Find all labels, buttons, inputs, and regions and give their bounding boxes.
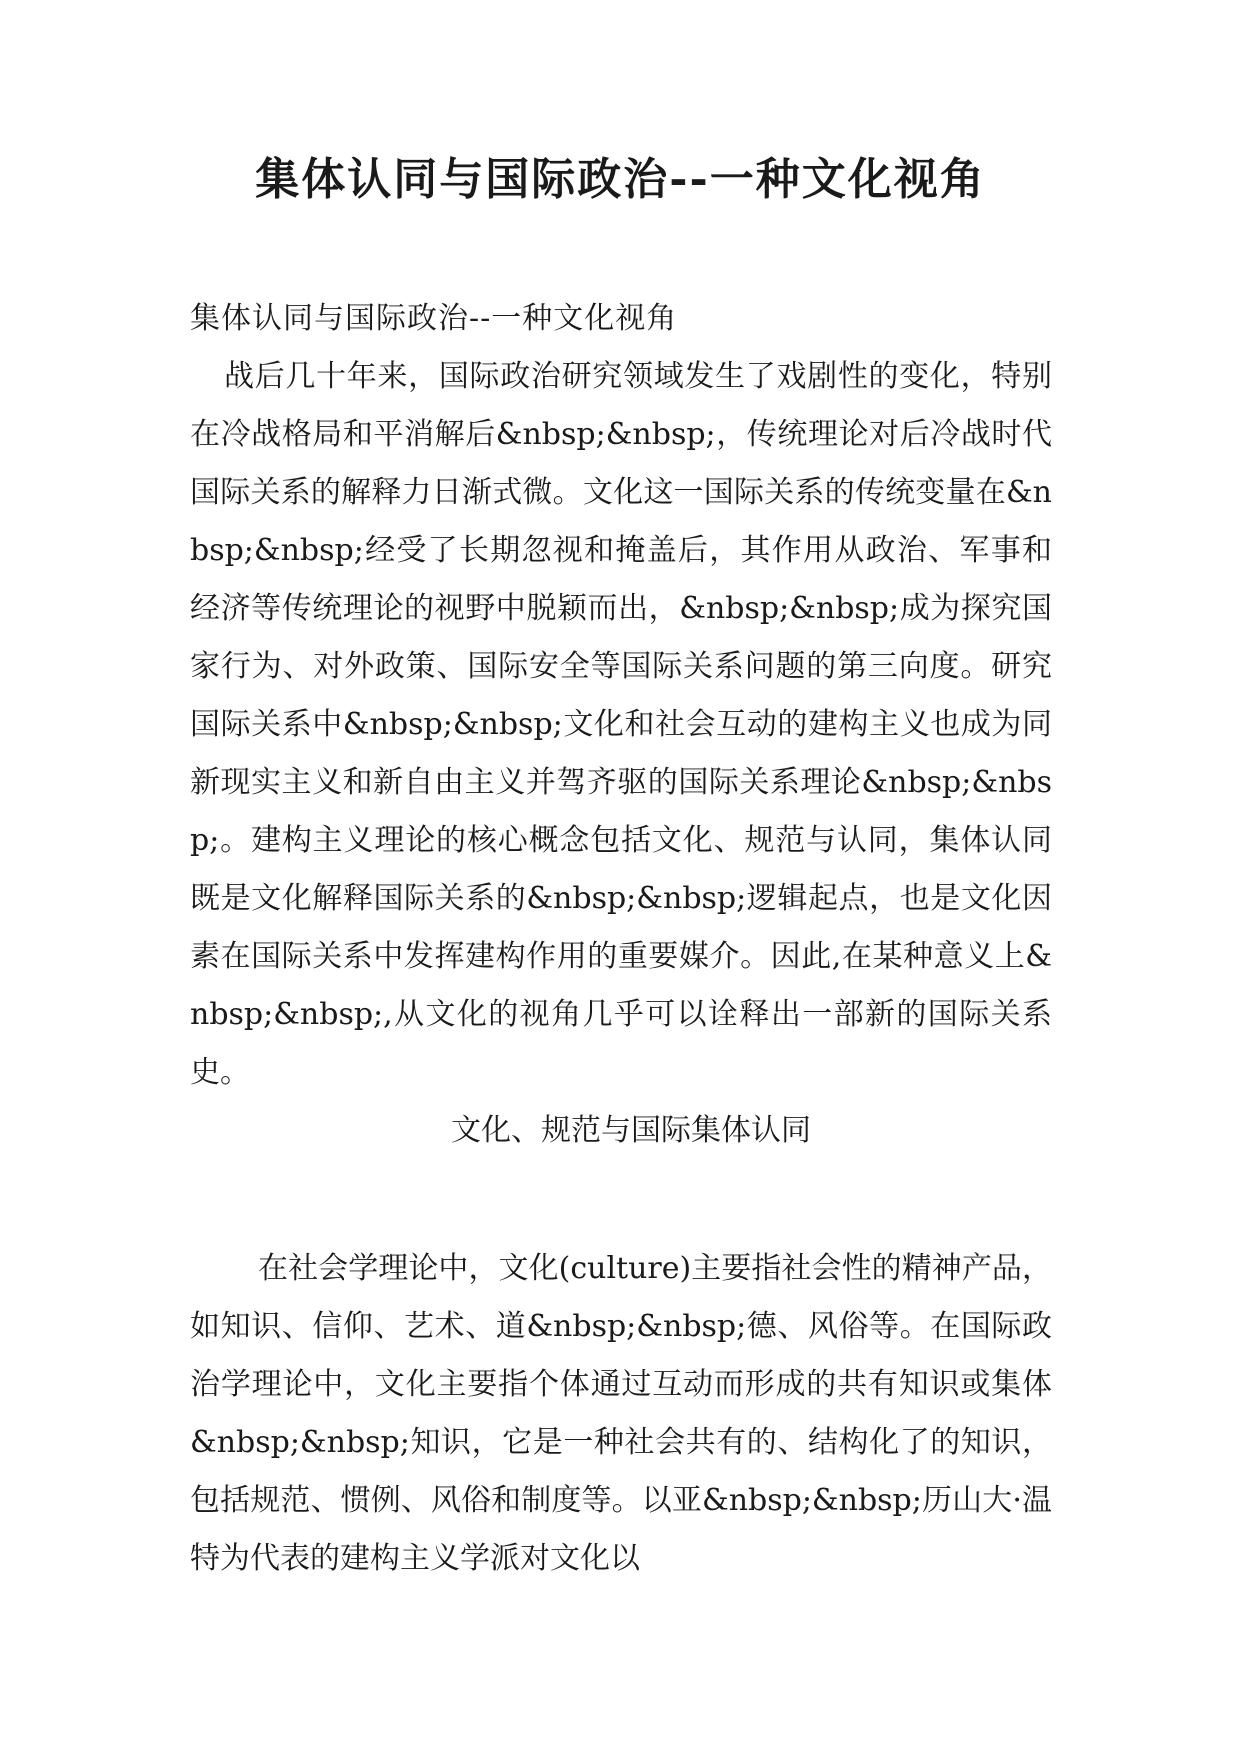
body-paragraph: 战后几十年来，国际政治研究领域发生了戏剧性的变化，特别在冷战格局和平消解后&nbsp;&nbsp;，传统理论对后冷战时代国际关系的解释力日渐式微。文化这一国际关系的传统变量在&nbsp;&nbsp;经受了长期忽视和掩盖后，其作用从政治、军事和经济等传统理论的视野中脱颖而出，&nbsp;&nbsp;成为探究国家行为、对外政策、国际安全等国际关系问题的第三向度。研究国际关系中&nbsp;&nbsp;文化和社会互动的建构主义也成为同新现实主义和新自由主义并驾齐驱的国际关系理论&nbsp;&nbsp;。建构主义理论的核心概念包括文化、规范与认同，集体认同既是文化解释国际关系的&nbsp;&nbsp;逻辑起点，也是文化因素在国际关系中发挥建构作用的重要媒介。因此,在某种意义上&nbsp;&nbsp;,从文化的视角几乎可以诠释出一部新的国际关系史。 (190, 359, 1052, 1090)
section-heading: 文化、规范与国际集体认同 (451, 1113, 811, 1148)
body-paragraph: 在社会学理论中，文化(culture)主要指社会性的精神产品，如知识、信仰、艺术、道&nbsp;&nbsp;德、风俗等。在国际政治学理论中，文化主要指个体通过互动而形成的共有知识或集体&nbsp;&nbsp;知识，它是一种社会共有的、结构化了的知识，包括规范、惯例、风俗和制度等。以亚&nbsp;&nbsp;历山大·温特为代表的建构主义学派对文化以 (190, 1251, 1052, 1576)
document-body (190, 290, 1052, 1588)
document-title: 集体认同与国际政治--一种文化视角 (255, 154, 986, 205)
spacer (190, 1160, 1052, 1240)
document-subtitle: 集体认同与国际政治--一种文化视角 (190, 301, 678, 336)
